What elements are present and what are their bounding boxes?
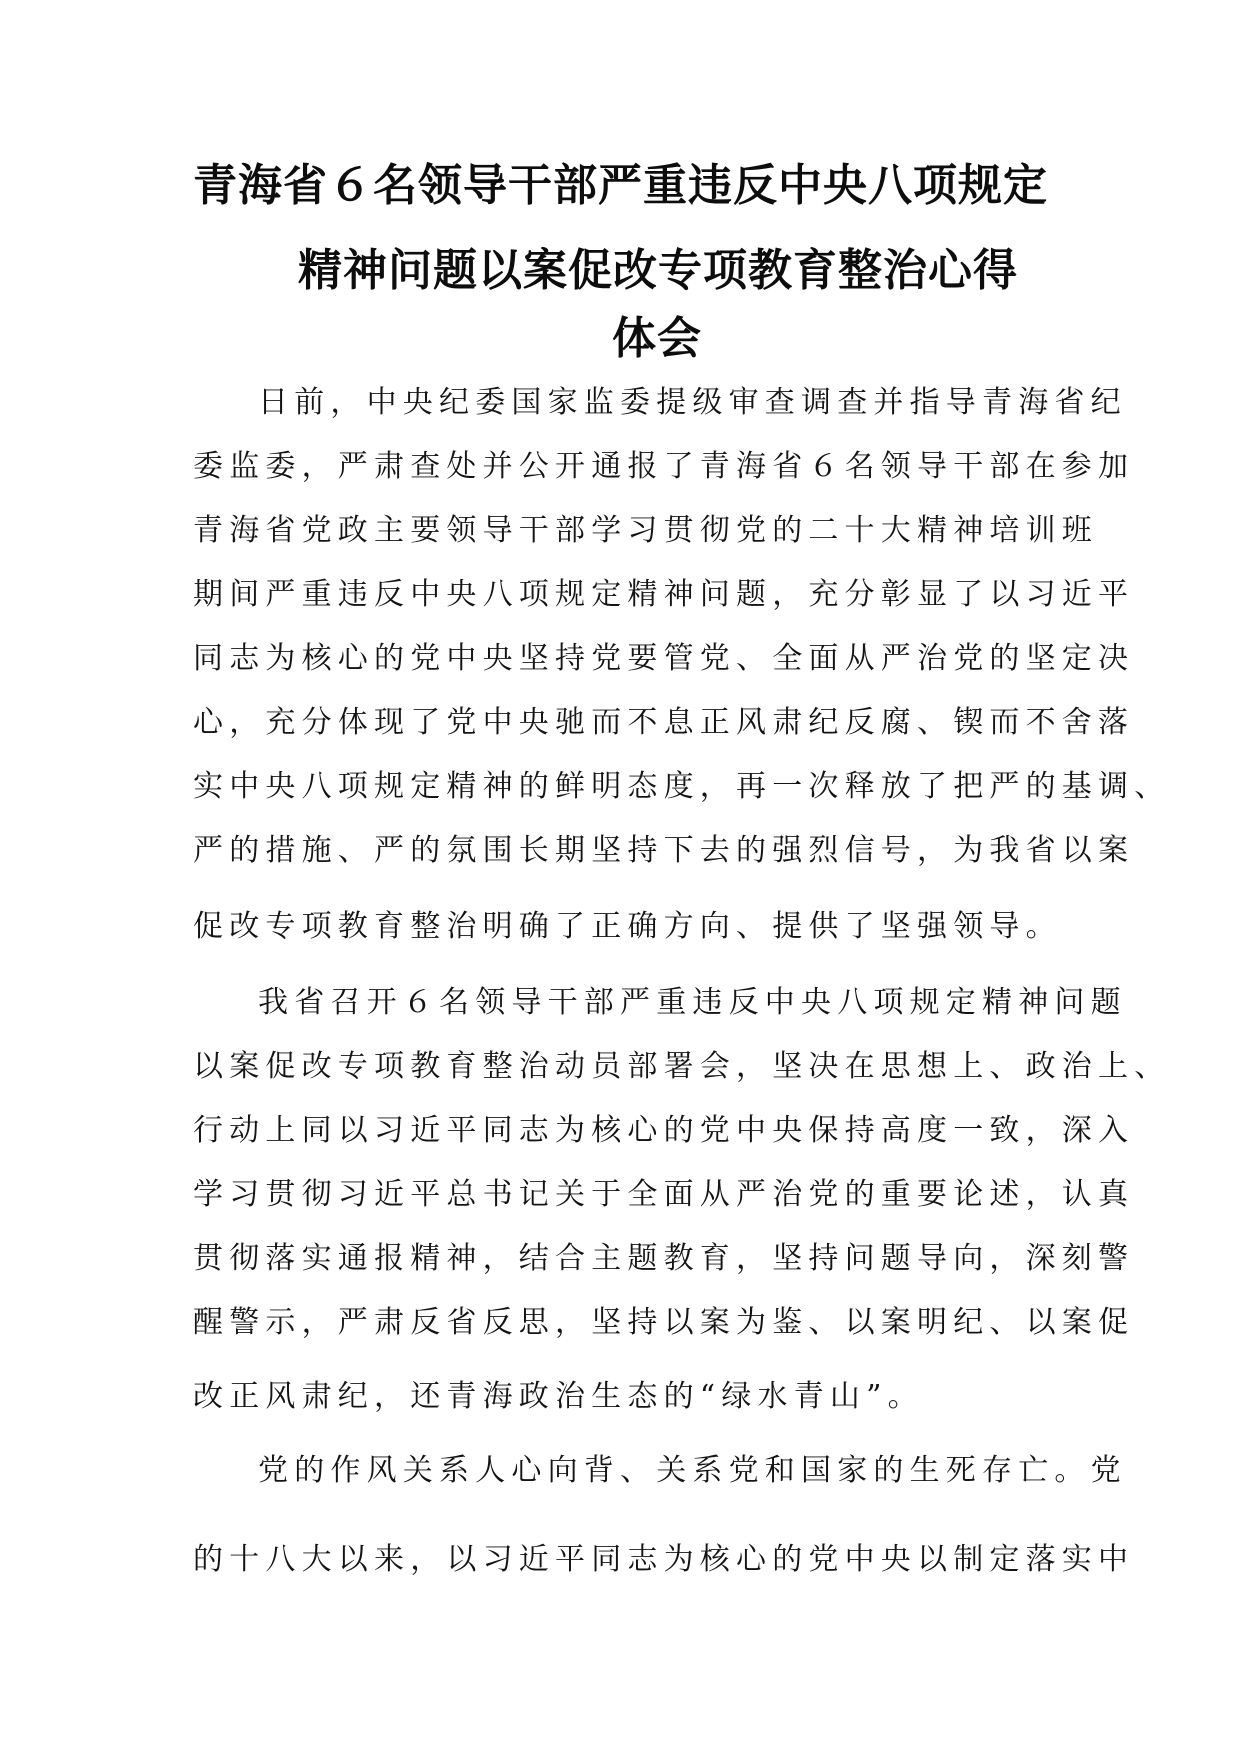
paragraph-2-line-5: 贯彻落实通报精神，结合主题教育，坚持问题导向，深刻警	[193, 1241, 1135, 1276]
paragraph-2-line-1: 我省召开６名领导干部严重违反中央八项规定精神问题	[258, 985, 1127, 1020]
paragraph-1-line-2: 委监委，严肃查处并公开通报了青海省６名领导干部在参加	[193, 449, 1135, 484]
paragraph-3-line-2: 的十八大以来，以习近平同志为核心的党中央以制定落实中	[193, 1542, 1135, 1577]
paragraph-1-line-3: 青海省党政主要领导干部学习贯彻党的二十大精神培训班	[193, 513, 1098, 548]
paragraph-1-line-9: 促改专项教育整治明确了正确方向、提供了坚强领导。	[193, 909, 1062, 944]
paragraph-2-line-4: 学习贯彻习近平总书记关于全面从严治党的重要论述，认真	[193, 1177, 1135, 1212]
document-title-line-3: 体会	[612, 313, 702, 364]
paragraph-1-line-5: 同志为核心的党中央坚持党要管党、全面从严治党的坚定决	[193, 641, 1135, 676]
paragraph-1-line-6: 心，充分体现了党中央驰而不息正风肃纪反腐、锲而不舍落	[193, 705, 1135, 740]
paragraph-2-line-2: 以案促改专项教育整治动员部署会，坚决在思想上、政治上、	[193, 1049, 1171, 1084]
document-title-line-1: 青海省６名领导干部严重违反中央八项规定	[193, 160, 1048, 211]
paragraph-2-line-3: 行动上同以习近平同志为核心的党中央保持高度一致，深入	[193, 1113, 1135, 1148]
document-title-line-2: 精神问题以案促改专项教育整治心得	[298, 245, 1018, 296]
paragraph-2-line-7: 改正风肃纪，还青海政治生态的“绿水青山”。	[193, 1379, 924, 1414]
paragraph-2-line-6: 醒警示，严肃反省反思，坚持以案为鉴、以案明纪、以案促	[193, 1305, 1135, 1340]
paragraph-3-line-1: 党的作风关系人心向背、关系党和国家的生死存亡。党	[258, 1453, 1127, 1488]
paragraph-1-line-4: 期间严重违反中央八项规定精神问题，充分彰显了以习近平	[193, 577, 1135, 612]
paragraph-1-line-8: 严的措施、严的氛围长期坚持下去的强烈信号，为我省以案	[193, 833, 1135, 868]
paragraph-1-line-1: 日前，中央纪委国家监委提级审查调查并指导青海省纪	[258, 385, 1127, 420]
paragraph-1-line-7: 实中央八项规定精神的鲜明态度，再一次释放了把严的基调、	[193, 769, 1171, 804]
